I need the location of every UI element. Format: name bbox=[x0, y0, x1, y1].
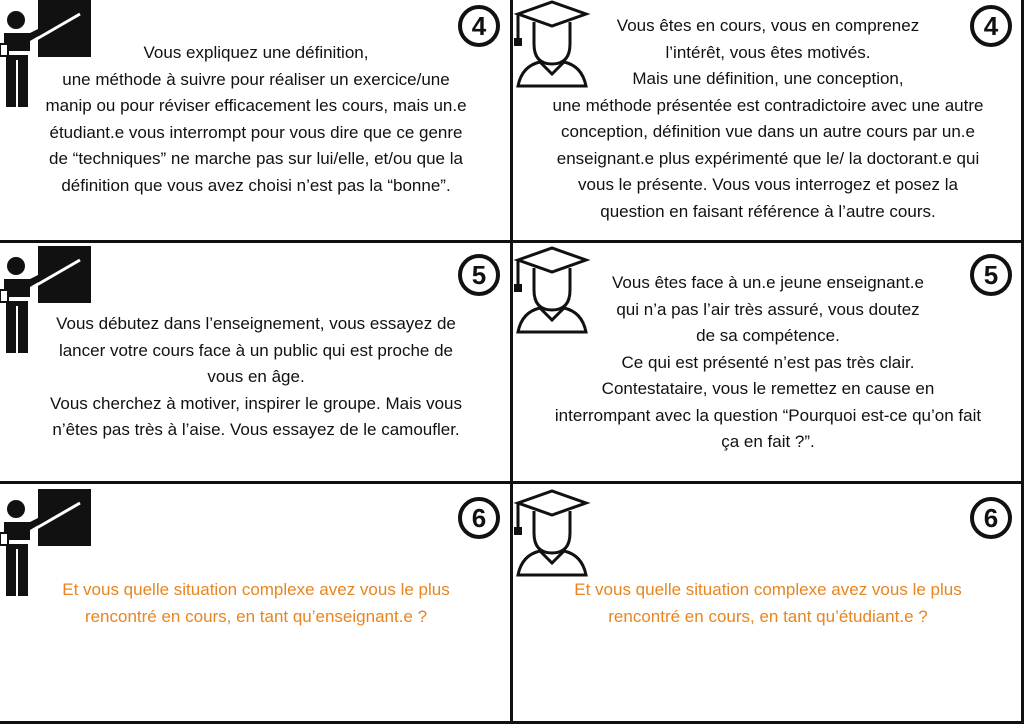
card-student-5 bbox=[512, 242, 1024, 482]
card-number-badge: 5 bbox=[458, 254, 500, 296]
card-number-badge: 4 bbox=[970, 5, 1012, 47]
card-student-4 bbox=[512, 0, 1024, 241]
student-icon bbox=[512, 489, 592, 577]
card-teacher-5 bbox=[0, 242, 511, 482]
card-text: Vous êtes en cours, vous en comprenez l’intérêt, vous êtes motivés. Mais une définition, une conception, une méthode présentée est contradictoire avec une autre conception, définition vue dans un autre cours par un.e enseignant.e plus expérimenté que le/ la doctorant.e qui vous le présente. Vous vous interrogez et posez la question en faisant référence à l’autre cours. bbox=[552, 16, 984, 221]
card-number-badge: 4 bbox=[458, 5, 500, 47]
card-student-6 bbox=[512, 483, 1024, 724]
card-number-badge: 6 bbox=[970, 497, 1012, 539]
card-teacher-4 bbox=[0, 0, 511, 241]
card-text: Vous expliquez une définition, une méthode à suivre pour réaliser un exercice/une manip ou pour réviser efficacement les cours, mais un.e étudiant.e vous interrompt pour vous dire que ce genre de “techniques” ne marche pas sur lui/elle, et/ou que la définition que vous avez choisi n’est pas la “bonne”. bbox=[45, 43, 467, 195]
card-text: Et vous quelle situation complexe avez vous le plus rencontré en cours, en tant qu’enseignant.e ? bbox=[62, 580, 450, 626]
card-number-badge: 6 bbox=[458, 497, 500, 539]
card-teacher-6 bbox=[0, 483, 511, 724]
card-number-badge: 5 bbox=[970, 254, 1012, 296]
column-divider bbox=[510, 0, 513, 724]
card-text: Et vous quelle situation complexe avez vous le plus rencontré en cours, en tant qu’étudiant.e ? bbox=[574, 580, 962, 626]
card-text: Vous êtes face à un.e jeune enseignant.e qui n’a pas l’air très assuré, vous doutez de sa compétence. Ce qui est présenté n’est pas très clair. Contestataire, vous le remettez en cause en interrompant avec la question “Pourquoi est-ce qu’on fait ça en fait ?”. bbox=[554, 273, 982, 451]
card-text: Vous débutez dans l’enseignement, vous essayez de lancer votre cours face à un public qui est proche de vous en âge. Vous cherchez à motiver, inspirer le groupe. Mais vous n’êtes pas très à l’aise. Vous essayez de le camoufler. bbox=[50, 314, 462, 439]
